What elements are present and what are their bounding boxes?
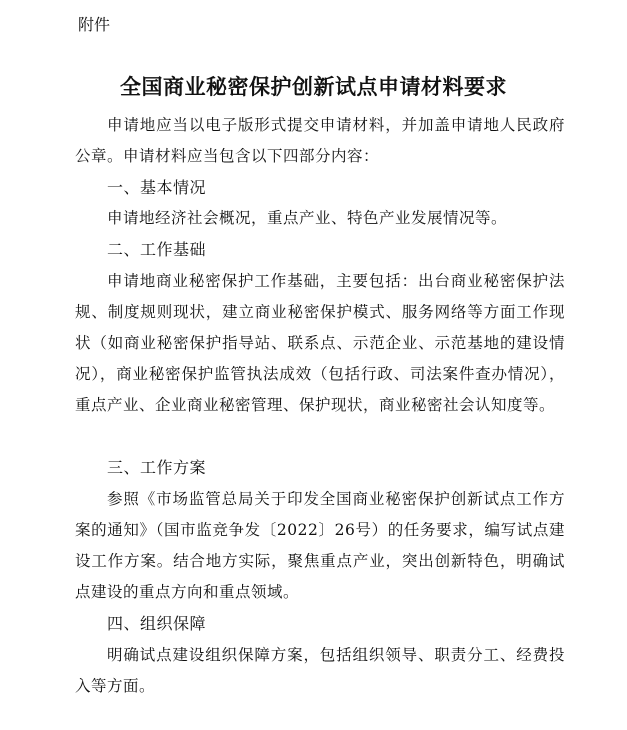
section-heading-work-plan: 三、工作方案 [107,458,207,477]
section-body-organization-support: 明确试点建设组织保障方案，包括组织领导、职责分工、经费投入等方面。 [75,646,565,695]
section-heading-organization-support: 四、组织保障 [107,614,207,633]
attachment-label: 附件 [78,15,111,34]
section-body-basic-info: 申请地经济社会概况，重点产业、特色产业发展情况等。 [107,209,508,227]
section-heading-basic-info: 一、基本情况 [107,178,207,197]
intro-paragraph: 申请地应当以电子版形式提交申请材料，并加盖申请地人民政府公章。申请材料应当包含以下四部分内容： [75,116,565,165]
section-body-work-plan: 参照《市场监管总局关于印发全国商业秘密保护创新试点工作方案的通知》（国市监竞争发〔2022〕26号）的任务要求，编写试点建设工作方案。结合地方实际，聚焦重点产业，突出创新特色，明确试点建设的重点方向和重点领域。 [75,490,565,601]
section-body-work-foundation: 申请地商业秘密保护工作基础，主要包括：出台商业秘密保护法规、制度规则现状，建立商业秘密保护模式、服务网络等方面工作现状（如商业秘密保护指导站、联系点、示范企业、示范基地的建设情况），商业秘密保护监管执法成效（包括行政、司法案件查办情况），重点产业、企业商业秘密管理、保护现状，商业秘密社会认知度等。 [75,272,565,414]
section-heading-work-foundation: 二、工作基础 [107,240,207,259]
document-title: 全国商业秘密保护创新试点申请材料要求 [120,75,507,99]
